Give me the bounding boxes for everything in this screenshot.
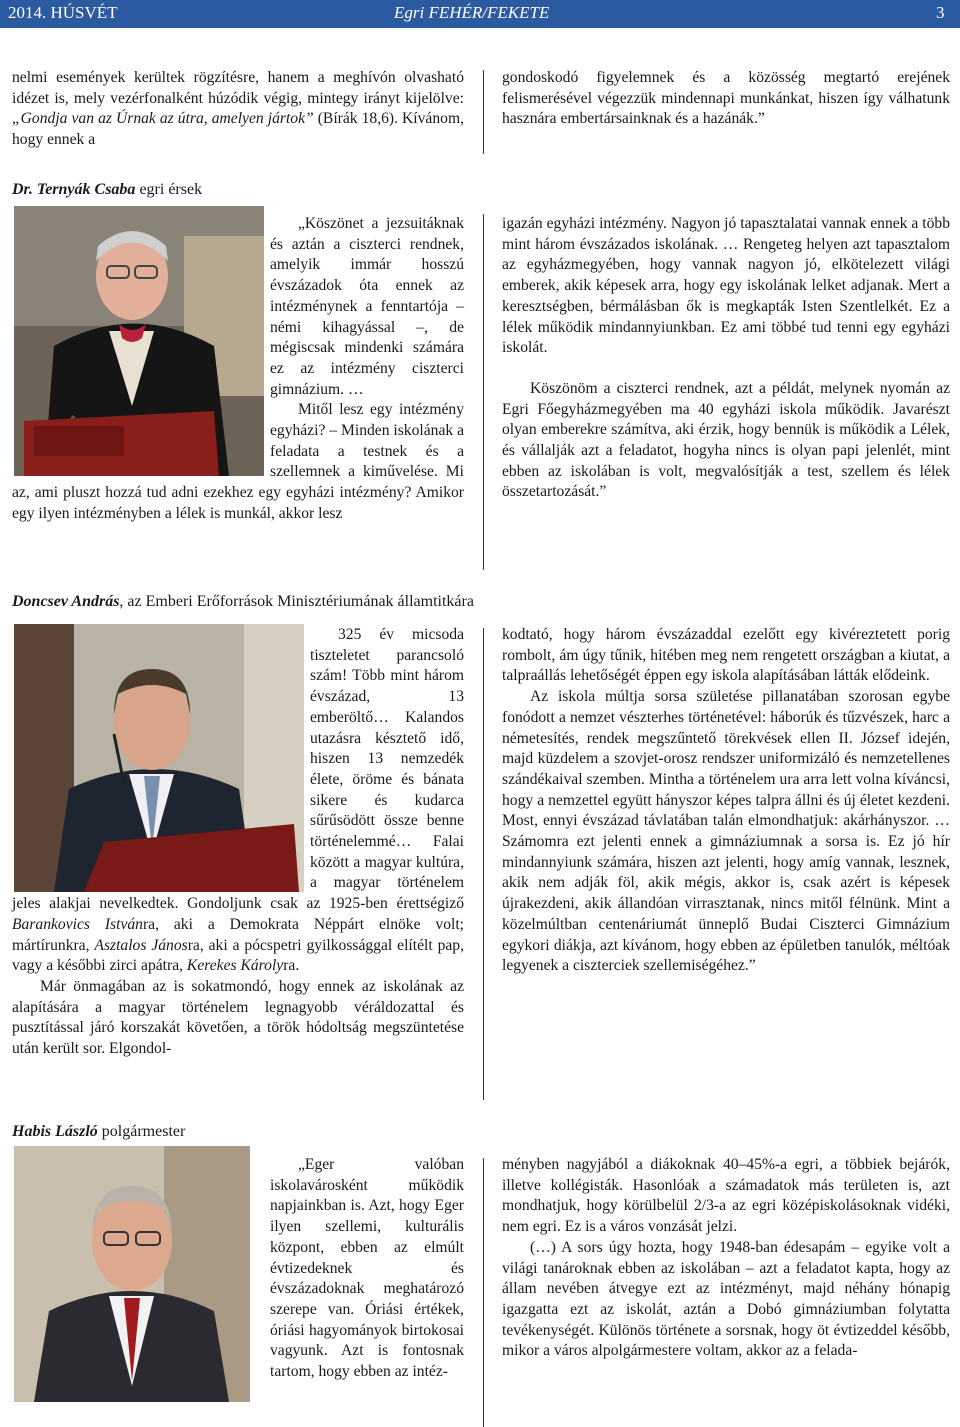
s2-right-para2: Köszönöm a ciszterci rendnek, azt a példát, melynek nyomán az Egri Főegyházmegyében ma 40 egyházi iskola működik. Javarészt olyan emberekre számítva, aki érzik, hogy bennük is működik a Lélek, és vállalják azt a feladatot, hogyha nincs is olyan papi jelenlét, mint ebben az iskolában is volt, megvalósítják a test, szellem és lélek összetartozását.” xyxy=(502,379,950,501)
page-header xyxy=(0,0,960,28)
name-kerekes: Kerekes Károly xyxy=(186,957,284,975)
speaker-ternyak xyxy=(12,181,202,199)
photo-ternyak xyxy=(14,206,264,476)
s3-right-para2: Az iskola múltja sorsa születése pillanatában szorosan egybe fonódott a nemzet vészterhes történetével: háborúk és tűzvészek, harc a németesítés, rendek megszűntető törekvések ellen II. József idején, majd küzdelem a szovjet-orosz rendszer uniformizáló és nemzetellenes szándékaival szemben. Mintha a történelem ura arra lett volna kíváncsi, hogy a nemzettel együtt hányszor képes talpra állni és új életet kezdeni. Most, ennyi évszázad távlatában talán elmondhatjuk: akárhányszor. … Számomra ezt jelenti ennek a gimnáziumnak a sorsa is. Ez jó hír mindannyiunk számára, hiszen azt jelenti, hogy amíg vannak, lesznek, akik nem adják föl, akik mégis, akkor is, csak azért is képesek újrakezdeni, akik állandóan virrasztanak, nincs mitől félnünk. Mint a közelmúltban centenáriumát ünneplő Budai Ciszterci Gimnázium egykori diákja, azt kívánom, hogy ebben az épületben tanulók, méltóak legyenek a ciszterciek szellemiségéhez.” xyxy=(502,688,950,975)
s3-left-text: ra, aki a Demokrata Néppárt elnöke volt; mártírunkra, xyxy=(12,915,465,954)
s1-right-column xyxy=(502,68,950,130)
s1-left-text-end: (Bírák 18,6). Kívánom, hogy ennek a xyxy=(12,110,464,149)
column-divider xyxy=(483,628,484,1100)
s3-right-column xyxy=(502,625,950,977)
column-divider xyxy=(483,70,484,154)
s3-left-text: ra, aki a pócspetri gyilkossággal elítélt pap, vagy a későbbi zirci apátra, xyxy=(12,936,464,975)
s1-left-column xyxy=(12,68,464,151)
s4-right-column xyxy=(502,1155,950,1362)
speaker-role: , az Emberi Erőforrások Minisztériumának államtitkára xyxy=(119,593,474,610)
speaker-doncsev xyxy=(12,593,474,611)
speaker-role: polgármester xyxy=(97,1123,186,1140)
photo-habis xyxy=(14,1146,250,1402)
column-divider xyxy=(483,1158,484,1427)
column-divider xyxy=(483,214,484,570)
s2-left-para1: „Köszönet a jezsuitáknak és aztán a ciszterci rendnek, amelyik immár hosszú évszázadok óta ennek az intézménynek a fenntartója – némi kihagyással –, de mégiscsak mindenki számára ez az intézmény ciszterci gimnázium. … xyxy=(270,215,464,398)
speaker-name: Habis László xyxy=(12,1123,98,1140)
s4-right-para1: ményben nagyjából a diákoknak 40–45%-a egri, a többiek bejárók, illetve kollégisták. Hasonlóak a számadatok más területen is, azt mondhatjuk, hogy körülbelül 2/3-a az egri középiskolásoknak vidéki, nem egri. Ez is a város vonzását jelzi. xyxy=(502,1156,950,1236)
s1-left-text: nelmi események kerültek rögzítésre, hanem a meghívón olvasható idézet is, mely vezérfonalként húzódik végig, mintegy irányt kijelölve: xyxy=(12,69,464,107)
s2-right-column xyxy=(502,214,950,503)
photo-doncsev xyxy=(14,624,304,892)
publication-title: Egri FEHÉR/FEKETE xyxy=(394,3,550,22)
s1-quote: „Gondja van az Úrnak az útra, amelyen jártok” xyxy=(12,110,314,128)
s3-left-text: 325 év micsoda tiszteletet parancsoló szám! Több mint három évszázad, 13 emberöltő… Kalandos utazásra késztető idő, hiszen 13 nemzedék élete, öröme és bánata sikere és kudarca sűrűsödött össze benne történelemmé… Falai között a magyar kultúra, a magyar történelem jeles alakjai nevelkedtek. Gondoljunk csak az 1925-ben érettségiző xyxy=(12,626,464,913)
s2-right-para1: igazán egyházi intézmény. Nagyon jó tapasztalatai vannak ennek a több mint három évszázados iskolának. … Rengeteg helyen azt tapasztalom az egyházmegyében, hogy vannak nagyon jó, elkötelezett világi emberek, akik képesek arra, hogy egy iskolának lelket adjanak. Mert a keresztségben, bérmálásban ők is megkapták Isten Szentlelkét. Ez a lélek működik mindannyiunkban. Ez ami többé tud tenni egy egyházi iskolát. xyxy=(502,215,950,357)
name-asztalos: Asztalos János xyxy=(94,936,188,954)
s4-right-para2: (…) A sors úgy hozta, hogy 1948-ban édesapám – egyike volt a világi tanároknak ebben az iskolában – azt a feladatot kapta, hogy az állam nevében átvegye ezt az intézményt, majd néhány hónapig igazgatta ezt az iskolát, aztán a Dobó gimnáziumban folytatta tevékenységét. Különös története a sorsnak, hogy öt évtizeddel később, mikor a város alpolgármestere voltam, akkor az a felada- xyxy=(502,1238,950,1360)
s3-left-text: ra. xyxy=(283,957,300,975)
name-barankovics: Barankovics István xyxy=(12,915,143,933)
speaker-role: egri érsek xyxy=(135,181,203,198)
s4-left-text: „Eger valóban iskolavárosként működik napjainkban is. Azt, hogy Eger ilyen szellemi, kulturális központ, ebben az elmúlt évtizedeknek és évszázadoknak meghatározó szerepe van. Óriási értékek, óriási hagyományok birtokosai vagyunk. Azt is fontosnak tartom, hogy ebben az intéz- xyxy=(270,1156,464,1381)
speaker-habis xyxy=(12,1123,185,1141)
s3-left-para2: Már önmagában az is sokatmondó, hogy ennek az iskolának az alapítására a magyar történelem legnagyobb véráldozattal és pusztítással járó korszakát követően, a török hódoltság megszüntetése után került sor. Elgondol- xyxy=(12,977,464,1058)
s1-right-text: gondoskodó figyelemnek és a közösség megtartó erejének felismerésével végezzük mindennapi munkánkat, hiszen így válhatunk hasznára embertársainknak és a hazánák.” xyxy=(502,69,950,128)
s3-right-para1: kodtató, hogy három évszázaddal ezelőtt egy kivéreztetett porig rombolt, ám úgy tűnik, hitében meg nem rengetett országban a kiutat, a talpraállás lehetőségét éppen egy iskola alapításában látták elődeink. xyxy=(502,626,950,685)
page-number: 3 xyxy=(936,3,945,22)
issue-label: 2014. HÚSVÉT xyxy=(8,3,118,22)
speaker-name: Doncsev András xyxy=(12,593,120,610)
s2-left-para2: Mitől lesz egy intézmény egyházi? – Minden iskolának a feladata a testnek és a szellemnek a kiművelése. Mi az, ami pluszt hozzá tud adni ezekhez egy egyházi intézmény? Amikor egy ilyen intézményben a lélek is munkál, akkor lesz xyxy=(12,401,464,522)
speaker-name: Dr. Ternyák Csaba xyxy=(12,181,136,198)
